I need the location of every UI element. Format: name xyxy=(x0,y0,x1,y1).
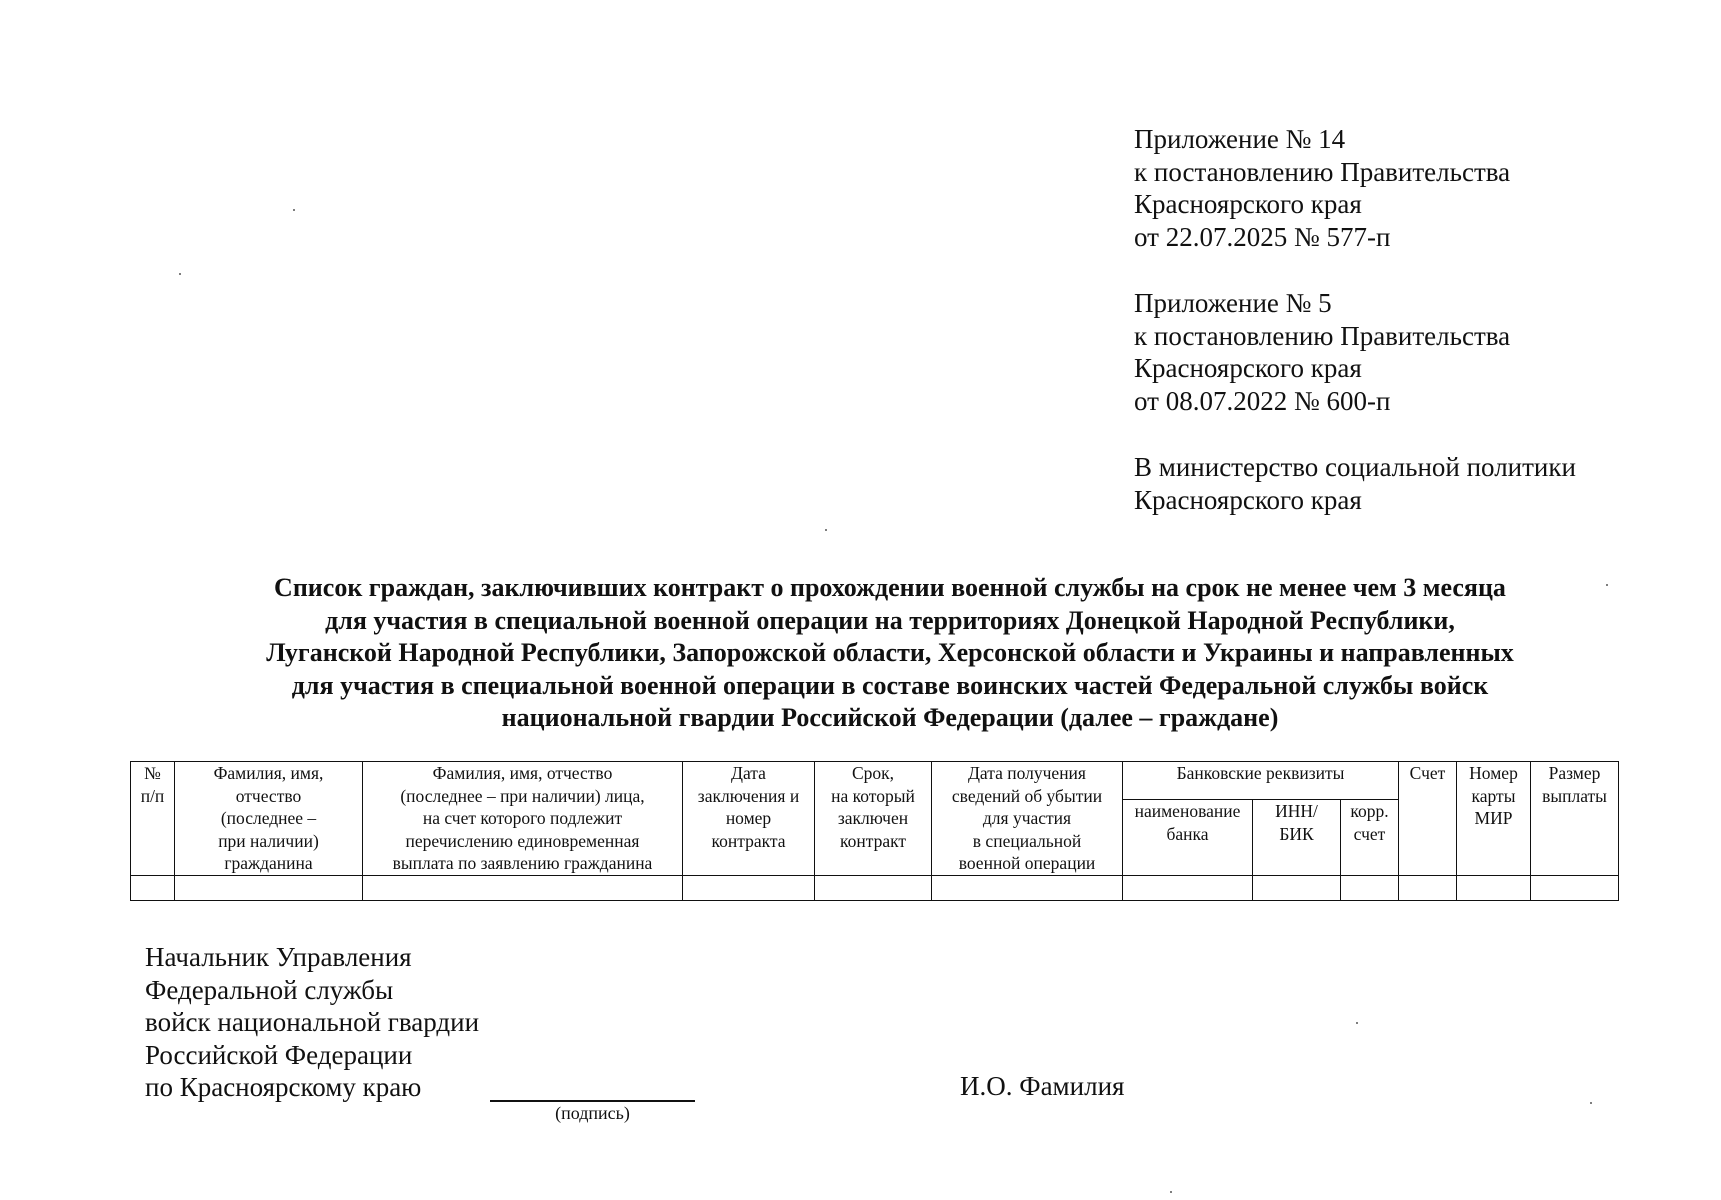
col-header-recipient-name: Фамилия, имя, отчество (последнее – при наличии) лица, на счет которого подлежит перечислению единовременная выплата по заявлению гражданина xyxy=(363,762,683,876)
appendix-5-line: Красноярского края xyxy=(1134,353,1362,383)
addressee-line: В министерство социальной политики xyxy=(1134,452,1576,482)
signatory-line: Российской Федерации xyxy=(145,1039,413,1070)
title-line: Луганской Народной Республики, Запорожской области, Херсонской области и Украины и направленных xyxy=(266,638,1514,667)
table-cell xyxy=(932,875,1123,900)
appendix-14-reference xyxy=(1134,123,1510,253)
col-header-contract-term: Срок, на который заключен контракт xyxy=(815,762,932,876)
citizens-table xyxy=(130,761,1619,901)
appendix-14-line: от 22.07.2025 № 577-п xyxy=(1134,221,1391,252)
col-header-payment-amount: Размер выплаты xyxy=(1531,762,1619,876)
title-line: для участия в специальной военной операции на территориях Донецкой Народной Республики, xyxy=(325,605,1455,635)
scan-speck xyxy=(1590,1102,1592,1104)
table-cell xyxy=(131,875,175,900)
appendix-5-line: Приложение № 5 xyxy=(1134,288,1332,318)
appendix-14-line: к постановлению Правительства xyxy=(1134,156,1511,187)
table-cell xyxy=(815,875,932,900)
title-line: национальной гвардии Российской Федерации (далее – граждане) xyxy=(501,703,1279,732)
table-cell xyxy=(175,875,363,900)
table-cell xyxy=(363,875,683,900)
scan-speck xyxy=(1170,1191,1172,1193)
addressee xyxy=(1134,451,1576,516)
appendix-5-reference xyxy=(1134,287,1510,417)
scan-speck xyxy=(825,529,827,531)
signatory-position xyxy=(145,941,479,1104)
scan-speck xyxy=(1606,584,1608,586)
table-header-row xyxy=(131,762,1619,800)
signatory-line: по Красноярскому краю xyxy=(145,1072,422,1102)
signer-name: И.О. Фамилия xyxy=(960,1071,1125,1101)
appendix-5-line: к постановлению Правительства xyxy=(1134,320,1511,351)
col-header-inn-bik: ИНН/ БИК xyxy=(1253,800,1341,875)
table-cell xyxy=(1531,875,1619,900)
title-line: для участия в специальной военной операции в составе воинских частей Федеральной службы войск xyxy=(291,670,1489,700)
signatory-line: Федеральной службы xyxy=(145,974,394,1005)
appendix-14-line: Красноярского края xyxy=(1134,189,1362,219)
table-cell xyxy=(1457,875,1531,900)
table-cell xyxy=(1399,875,1457,900)
title-line: Список граждан, заключивших контракт о прохождении военной службы на срок не менее чем 3 месяца xyxy=(274,573,1506,602)
document-title xyxy=(100,572,1680,735)
table-cell xyxy=(1253,875,1341,900)
scan-speck xyxy=(293,209,295,211)
col-header-number: № п/п xyxy=(131,762,175,876)
signatory-line: Начальник Управления xyxy=(145,942,412,972)
col-header-contract-date: Дата заключения и номер контракта xyxy=(683,762,815,876)
appendix-14-line: Приложение № 14 xyxy=(1134,124,1346,154)
signature-caption: (подпись) xyxy=(555,1103,630,1123)
col-header-mir-card: Номер карты МИР xyxy=(1457,762,1531,876)
col-header-citizen-name: Фамилия, имя, отчество (последнее – при наличии) гражданина xyxy=(175,762,363,876)
signatory-line: войск национальной гвардии xyxy=(145,1007,480,1037)
signature-line xyxy=(490,1100,695,1102)
table-cell xyxy=(683,875,815,900)
table-cell xyxy=(1341,875,1399,900)
appendix-5-line: от 08.07.2022 № 600-п xyxy=(1134,385,1391,416)
col-header-bank-name: наименование банка xyxy=(1123,800,1253,875)
addressee-line: Красноярского края xyxy=(1134,484,1362,515)
table-row xyxy=(131,875,1619,900)
col-header-account: Счет xyxy=(1399,762,1457,876)
scan-speck xyxy=(1356,1022,1358,1024)
col-header-corr-account: корр. счет xyxy=(1341,800,1399,875)
col-header-bank-details: Банковские реквизиты xyxy=(1123,762,1399,800)
scan-speck xyxy=(179,273,181,275)
col-header-departure-date: Дата получения сведений об убытии для участия в специальной военной операции xyxy=(932,762,1123,876)
table-cell xyxy=(1123,875,1253,900)
